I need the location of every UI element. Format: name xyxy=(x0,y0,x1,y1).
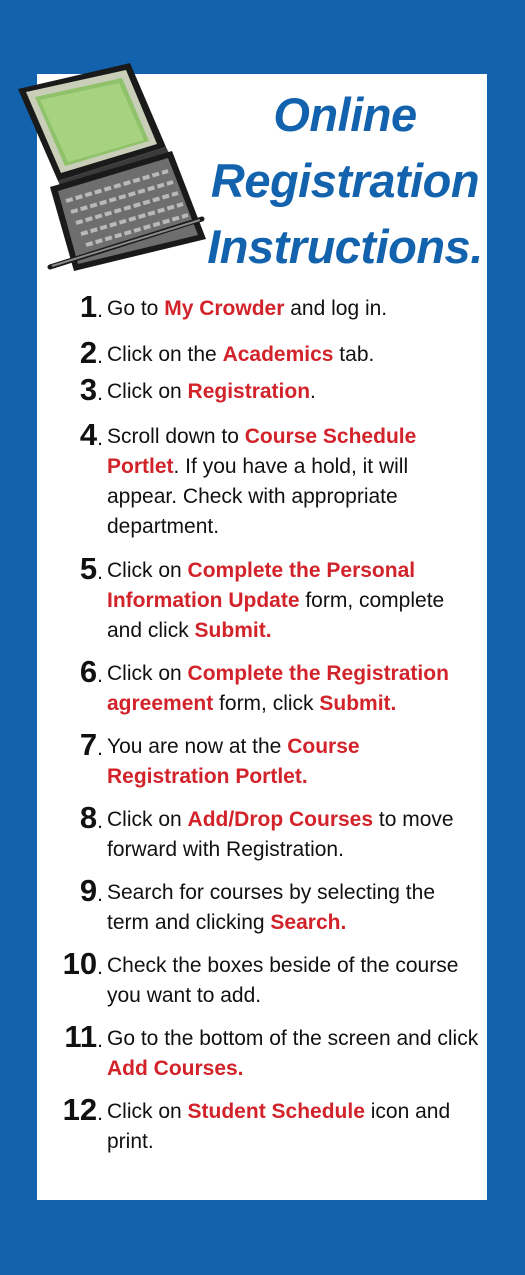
step-number: 6. xyxy=(79,654,103,689)
instruction-text: icon and print. xyxy=(107,1100,451,1153)
step-1 xyxy=(37,289,487,324)
highlighted-term: My Crowder xyxy=(164,297,285,320)
step-number: 2. xyxy=(79,335,103,370)
instruction-text: . xyxy=(310,380,316,403)
step-number: 5. xyxy=(79,551,103,586)
instruction-text: and log in. xyxy=(284,297,388,320)
title-line-3: Instructions. xyxy=(207,220,483,273)
step-text xyxy=(107,808,454,861)
highlighted-term: Registration xyxy=(187,380,311,403)
instruction-text: Click on xyxy=(107,662,188,685)
step-number: 1. xyxy=(79,289,103,324)
step-number: 11. xyxy=(64,1019,103,1054)
step-7 xyxy=(37,727,487,792)
title-line-2: Registration xyxy=(210,154,480,207)
highlighted-term: Submit. xyxy=(319,692,397,715)
step-number: 10. xyxy=(62,946,103,981)
step-3 xyxy=(37,372,487,407)
step-11 xyxy=(37,1019,487,1084)
instruction-text: You are now at the xyxy=(107,735,288,758)
step-number: 4. xyxy=(79,417,103,452)
step-number: 3. xyxy=(79,372,103,407)
step-text xyxy=(107,343,374,366)
instruction-text: Scroll down to xyxy=(107,425,245,448)
step-4 xyxy=(37,417,487,542)
highlighted-term: Course Registration Portlet. xyxy=(107,735,360,788)
instruction-text: . If you have a hold, it will appear. Check with appropriate department. xyxy=(107,455,409,538)
step-2 xyxy=(37,335,487,370)
step-text xyxy=(107,559,444,642)
step-10 xyxy=(37,946,487,1011)
instruction-text: Click on the xyxy=(107,343,223,366)
highlighted-term: Search. xyxy=(270,911,347,934)
step-text xyxy=(107,1100,450,1153)
highlighted-term: Add/Drop Courses xyxy=(187,808,374,831)
step-number: 7. xyxy=(79,727,103,762)
step-5 xyxy=(37,551,487,646)
highlighted-term: Complete the Registration agreement xyxy=(107,662,449,715)
instruction-text: Click on xyxy=(107,380,188,403)
step-8 xyxy=(37,800,487,865)
laptop-icon xyxy=(10,59,210,274)
step-text xyxy=(107,881,435,934)
step-text xyxy=(107,662,449,715)
highlighted-term: Submit. xyxy=(194,619,272,642)
instruction-text: Click on xyxy=(107,559,188,582)
instruction-text: form, click xyxy=(213,692,320,715)
highlighted-term: Add Courses. xyxy=(107,1057,244,1080)
step-6 xyxy=(37,654,487,719)
step-number: 9. xyxy=(79,873,103,908)
instruction-text: Go to the bottom of the screen and click xyxy=(107,1027,479,1050)
instruction-text: tab. xyxy=(333,343,375,366)
instruction-text: Check the boxes beside of the course you want to add. xyxy=(107,954,459,1007)
step-text xyxy=(107,954,458,1007)
instruction-text: Search for courses by selecting the term and clicking xyxy=(107,881,436,934)
highlighted-term: Student Schedule xyxy=(187,1100,365,1123)
highlighted-term: Complete the Personal Information Update xyxy=(107,559,416,612)
instruction-text: form, complete and click xyxy=(107,589,445,642)
step-text xyxy=(107,1027,478,1080)
instruction-text: to move forward with Registration. xyxy=(107,808,454,861)
page-title xyxy=(200,82,490,280)
step-9 xyxy=(37,873,487,938)
instruction-text: Click on xyxy=(107,1100,188,1123)
title-line-1: Online xyxy=(273,88,417,141)
step-12 xyxy=(37,1092,487,1157)
instruction-text: Go to xyxy=(107,297,165,320)
highlighted-term: Academics xyxy=(222,343,334,366)
step-number: 12. xyxy=(62,1092,103,1127)
instruction-text: Click on xyxy=(107,808,188,831)
step-text xyxy=(107,297,387,320)
step-text xyxy=(107,380,316,403)
step-text xyxy=(107,735,360,788)
highlighted-term: Course Schedule Portlet xyxy=(107,425,417,478)
step-text xyxy=(107,425,416,538)
step-number: 8. xyxy=(79,800,103,835)
steps-list xyxy=(37,284,487,1157)
